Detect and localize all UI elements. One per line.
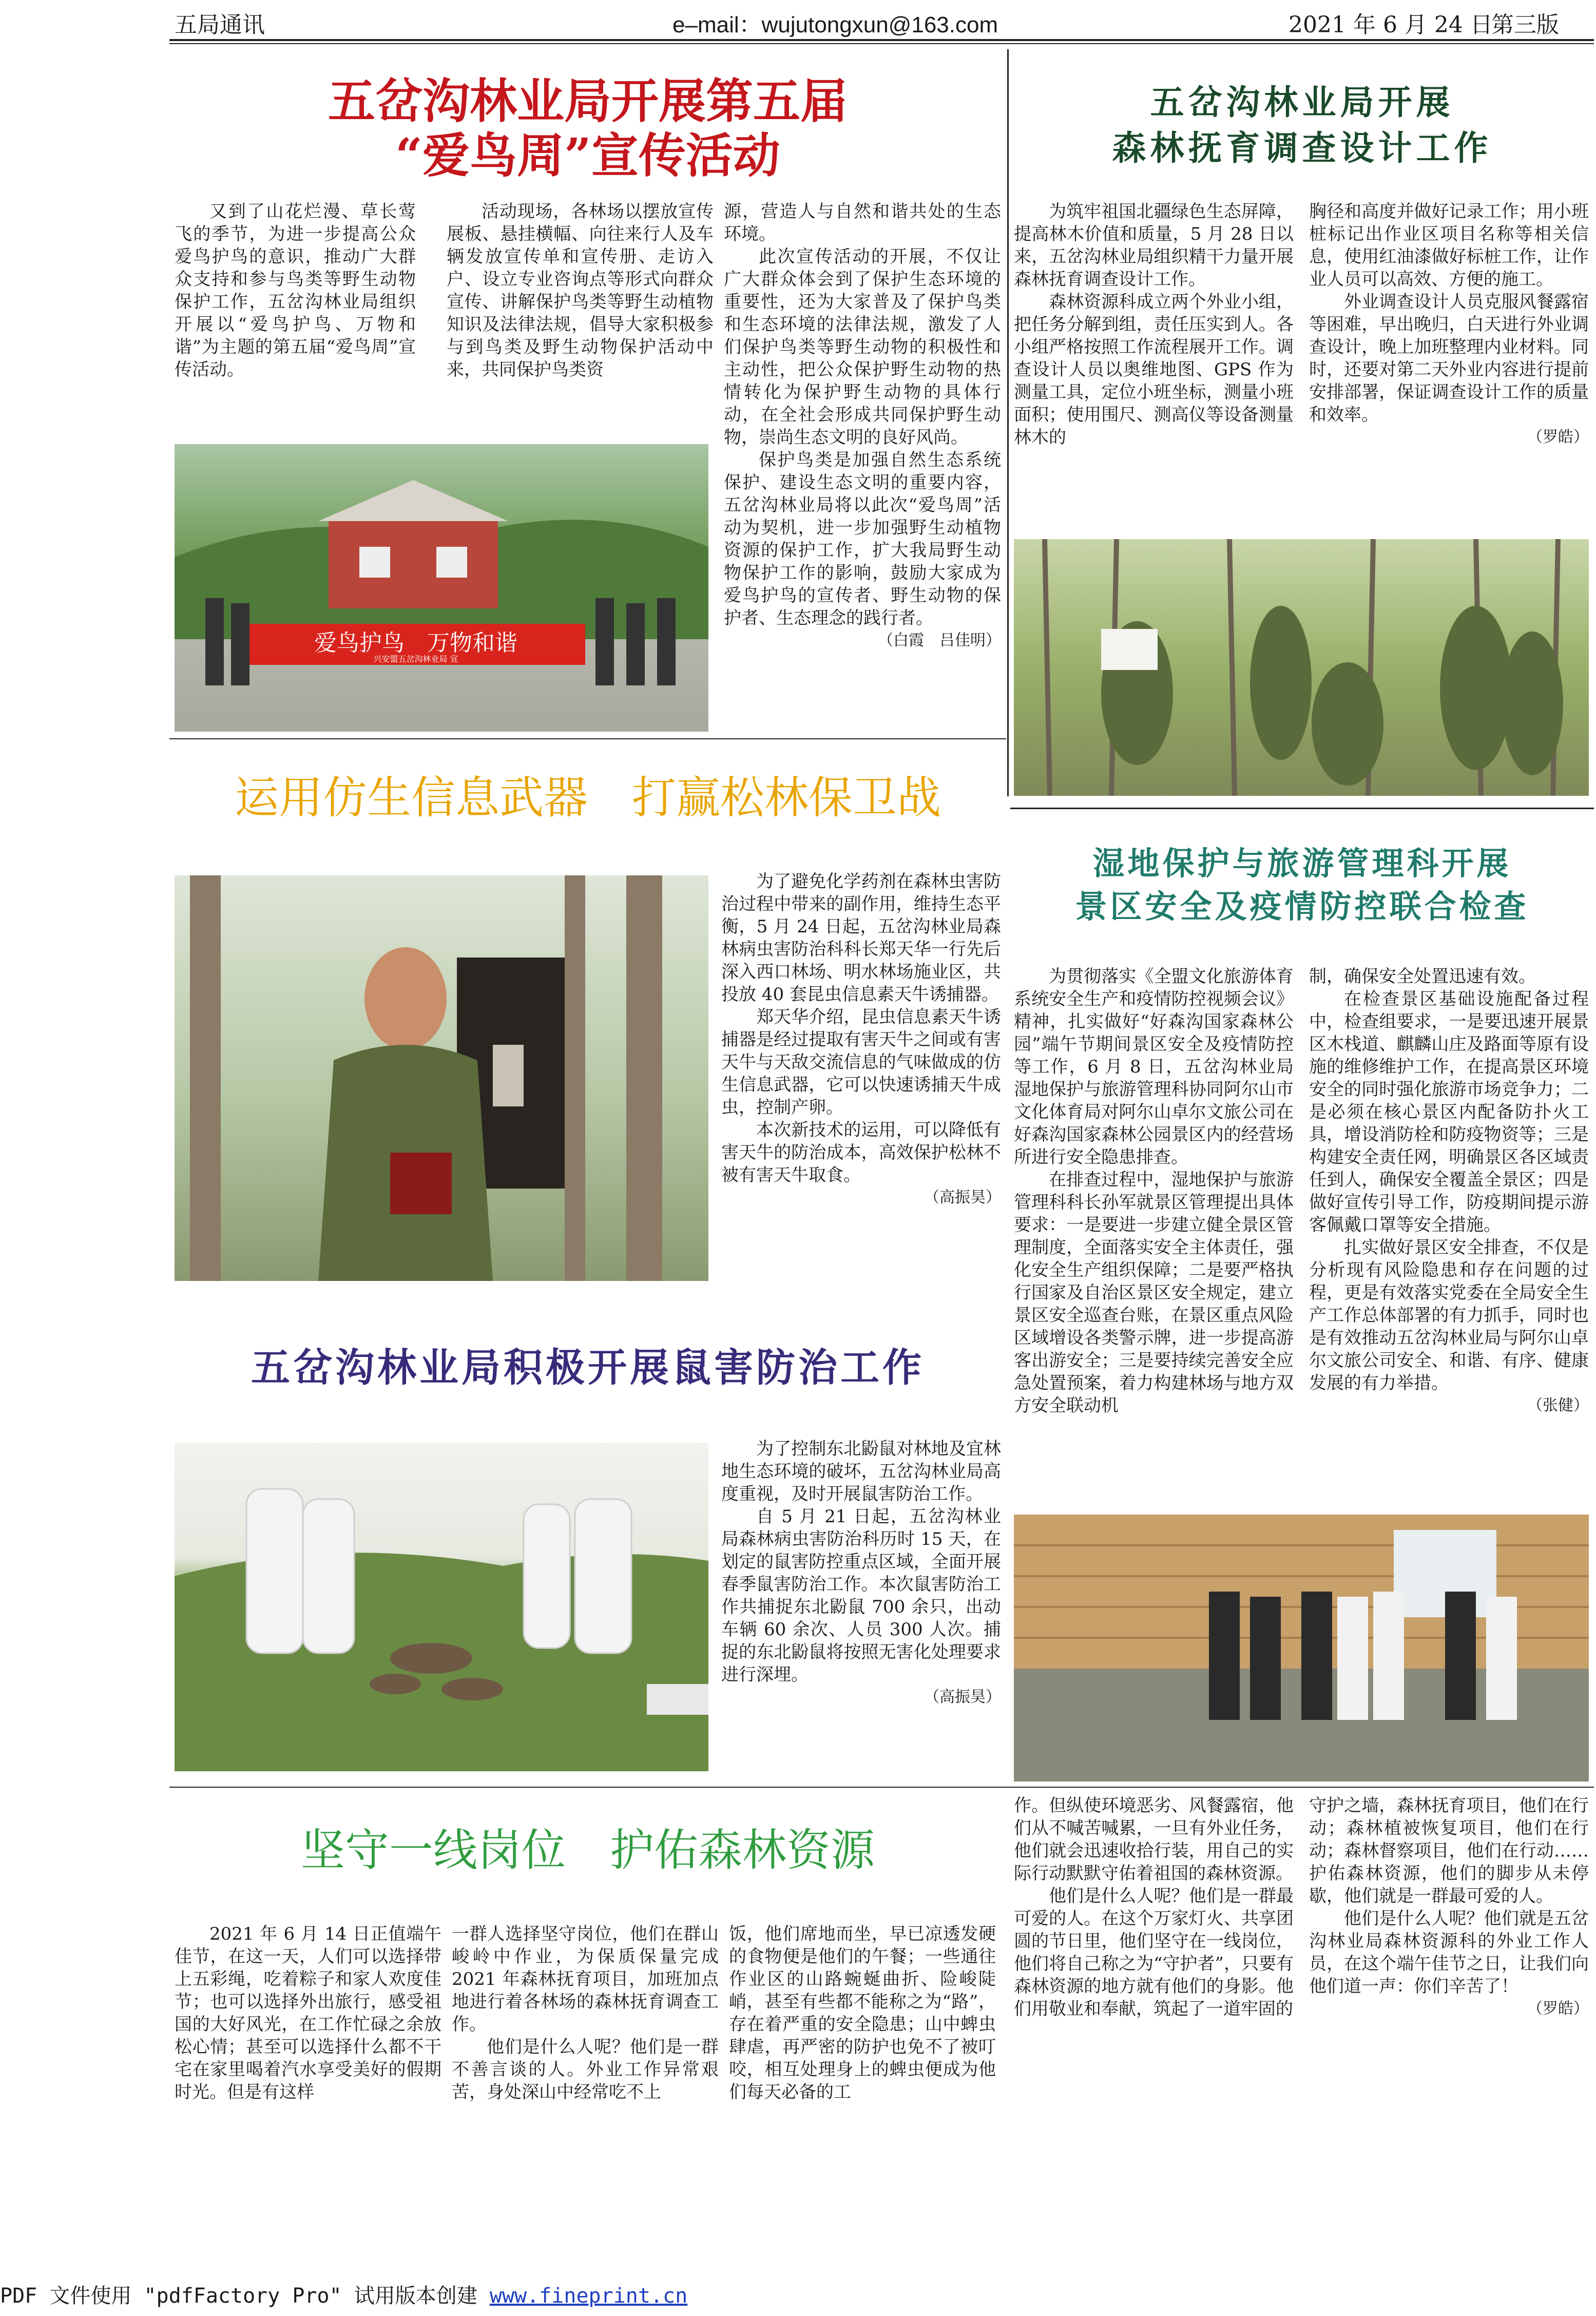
wetland-inspection-photo [1014, 1515, 1589, 1782]
forest-survey-photo [1014, 539, 1589, 796]
paragraph: 他们是什么人呢？他们是一群不善言谈的人。外业工作异常艰苦，身处深山中经常吃不上 [452, 2037, 719, 2102]
byline: （高振昊） [924, 1688, 1001, 1706]
byline: （高振昊） [924, 1189, 1001, 1207]
headline-line1: 五岔沟林业局开展 [1150, 82, 1454, 122]
paragraph: 本次新技术的运用，可以降低有害天牛的防治成本，高效保护松林不被有害天牛取食。 [721, 1120, 1001, 1185]
header-rule-thin [169, 43, 1594, 44]
article-column [447, 200, 714, 421]
headline [1010, 80, 1594, 171]
photo-illustration [1014, 1515, 1589, 1782]
pdf-footer [0, 2280, 687, 2309]
headline: 坚守一线岗位 护佑森林资源 [301, 1825, 875, 1876]
paragraph: 为了控制东北鼢鼠对林地及宜林地生态环境的破坏，五岔沟林业局高度重视，及时开展鼠害防治工作。 [721, 1439, 1001, 1504]
paragraph: 为贯彻落实《全盟文化旅游体育系统安全生产和疫情防控视频会议》精神，扎实做好“好森沟国家森林公园”端午节期间景区安全及疫情防控等工作，6 月 8 日，五岔沟林业局湿地保护与旅游管理科协同阿尔山市文化体育局对阿尔山卓尔文旅公司在好森沟国家森林公园景区内的经营场所进行安全隐患排查。 [1014, 966, 1294, 1167]
photo-illustration [175, 1443, 708, 1771]
paragraph: 守护之墙，森林抚育项目，他们在行动；森林植被恢复项目，他们在行动；森林督察项目，他们在行动……护佑森林资源，他们的脚步从未停歇，他们就是一群最可爱的人。 [1309, 1795, 1589, 1906]
article-column [1309, 965, 1589, 1515]
article-column [1014, 200, 1294, 539]
byline: （罗皓） [1527, 428, 1589, 446]
article-column [724, 200, 1001, 734]
paragraph: 制，确保安全处置迅速有效。 [1309, 966, 1536, 987]
paragraph: 源，营造人与自然和谐共处的生态环境。 [724, 201, 1001, 244]
byline: （白霞 吕佳明） [878, 631, 1001, 649]
paragraph: 郑天华介绍，昆虫信息素天牛诱捕器是经过提取有害天牛之间或有害天牛与天敌交流信息的气味做成的仿生信息武器，它可以快速诱捕天牛成虫，控制产卵。 [721, 1007, 1001, 1118]
pine-trap-photo [175, 875, 708, 1281]
headline-line1: 五岔沟林业局开展第五届 [328, 73, 848, 129]
photo-illustration [175, 875, 708, 1281]
paragraph: 作。但纵使环境恶劣、风餐露宿，他们从不喊苦喊累，一旦有外业任务，他们就会迅速收拾行装，用自己的实际行动默默守佑着祖国的森林资源。 [1014, 1795, 1294, 1884]
paragraph: 2021 年 6 月 14 日正值端午佳节，在这一天，人们可以选择带上五彩绳，吃着粽子和家人欢度佳节；也可以选择外出旅行，感受祖国的大好风光，在工作忙碌之余放松心情；甚至可以选择什么都不干宅在家里喝着汽水享受美好的假期时光。但是有这样 [175, 1924, 441, 2102]
paragraph: 在排查过程中，湿地保护与旅游管理科科长孙军就景区管理提出具体要求：一是要进一步建立健全景区管理制度，全面落实安全主体责任，强化安全生产组织保障；二是要严格执行国家及自治区景区安全规定，建立景区安全巡查台账，在景区重点风险区域增设各类警示牌，进一步提高游客出游安全；三是要持续完善安全应急处置预案，着力构建林场与地方双方安全联动机 [1014, 1170, 1294, 1416]
article-column [729, 1923, 996, 2138]
article-column [1014, 1794, 1294, 2138]
article-column [452, 1923, 719, 2138]
headline-line1: 湿地保护与旅游管理科开展 [1092, 845, 1512, 882]
headline-line2: 景区安全及疫情防控联合检查 [1075, 887, 1529, 925]
paragraph: 又到了山花烂漫、草长莺飞的季节，为进一步提高公众爱鸟护鸟的意识，推动广大群众支持和参与鸟类等野生动物保护工作，五岔沟林业局组织开展以“爱鸟护鸟、万物和谐”为主题的第五届“爱鸟周”宣传活动。 [175, 201, 416, 380]
byline: （张健） [1527, 1396, 1589, 1414]
bird-week-photo [175, 444, 708, 732]
footer-text: PDF 文件使用 "pdfFactory Pro" 试用版本创建 [0, 2284, 490, 2308]
paragraph: 胸径和高度并做好记录工作；用小班桩标记出作业区项目名称等相关信息，使用红油漆做好标桩工作，让作业人员可以高效、方便的施工。 [1309, 201, 1589, 290]
article-column [1309, 1794, 1589, 2138]
byline: （罗皓） [1527, 2000, 1589, 2018]
paragraph: 自 5 月 21 日起，五岔沟林业局森林病虫害防治科历时 15 天，在划定的鼠害防控重点区域，全面开展春季鼠害防治工作。本次鼠害防治工作共捕捉东北鼢鼠 700 余只，出动车辆 60 余次、人员 300 人次。捕捉的东北鼢鼠将按照无害化处理要求进行深埋。 [721, 1506, 1001, 1685]
paper-name: 五局通讯 [175, 12, 265, 38]
section-divider [169, 1787, 1594, 1788]
paragraph: 为了避免化学药剂在森林虫害防治过程中带来的副作用，维持生态平衡，5 月 24 日起，五岔沟林业局森林病虫害防治科科长郑天华一行先后深入西口林场、明水林场施业区，共投放 40 套昆虫信息素天牛诱捕器。 [721, 871, 1001, 1005]
paragraph: 保护鸟类是加强自然生态系统保护、建设生态文明的重要内容，五岔沟林业局将以此次“爱鸟周”活动为契机，进一步加强野生动植物资源的保护工作，扩大我局野生动物保护工作的影响，鼓励大家成为爱鸟护鸟的宣传者、野生动物的保护者、生态理念的践行者。 [724, 450, 1001, 628]
paragraph: 一群人选择坚守岗位，他们在群山峻岭中作业，为保质保量完成 2021 年森林抚育项目，加班加点地进行着各林场的森林抚育调查工作。 [452, 1924, 719, 2035]
header-rule [169, 39, 1594, 41]
banner-subtext: 兴安盟五岔沟林业局 宣 [373, 654, 458, 664]
article-column [175, 1923, 441, 2138]
paragraph: 他们是什么人呢？他们就是五岔沟林业局森林资源科的外业工作人员，在这个端午佳节之日，让我们向他们道一声：你们辛苦了！ [1309, 1908, 1589, 1997]
paragraph: 活动现场，各林场以摆放宣传展板、悬挂横幅、向往来行人及车辆发放宣传单和宣传册、走访入户、设立专业咨询点等形式向群众宣传、讲解保护鸟类等野生动植物知识及法律法规，倡导大家积极参与到鸟类及野生动物保护活动中来，共同保护鸟类资 [447, 201, 714, 380]
photo-illustration [175, 444, 708, 732]
paragraph: 扎实做好景区安全排查，不仅是分析现有风险隐患和存在问题的过程，更是有效落实党委在全局安全生产工作总体部署的有力抓手，同时也是有效推动五岔沟林业局与阿尔山卓尔文旅公司安全、和谐、有序、健康发展的有力举措。 [1309, 1237, 1589, 1393]
page-number: 第三版 [1491, 12, 1559, 38]
headline-line2: 森林抚育调查设计工作 [1112, 128, 1492, 168]
banner-text: 爱鸟护鸟 万物和谐 [314, 630, 517, 656]
paragraph: 此次宣传活动的开展，不仅让广大群众体会到了保护生态环境的重要性，还为大家普及了保护鸟类和生态环境的法律法规，激发了人们保护鸟类等野生动物的积极性和主动性，把公众保护野生动物的热情转化为保护野生动物的具体行动，在全社会形成共同保护野生动物，崇尚生态文明的良好风尚。 [724, 246, 1001, 448]
column-divider [1007, 49, 1009, 796]
headline [169, 74, 1006, 183]
section-divider [1010, 808, 1594, 809]
rodent-control-photo [175, 1443, 708, 1771]
article-column [1014, 965, 1294, 1515]
headline [1010, 842, 1594, 928]
paragraph: 森林资源科成立两个外业小组，把任务分解到组，责任压实到人。各小组严格按照工作流程展开工作。调查设计人员以奥维地图、GPS 作为测量工具，定位小班坐标，测量小班面积；使用围尺、测高仪等设备测量林木的 [1014, 292, 1294, 448]
photo-illustration [1014, 539, 1589, 796]
issue-date: 2021 年 6 月 24 日 [1289, 12, 1493, 38]
paragraph: 他们是什么人呢？他们是一群最可爱的人。在这个万家灯火、共享团圆的节日里，他们坚守在一线岗位，他们将自己称之为“守护者”，只要有森林资源的地方就有他们的身影。他们用敬业和奉献，筑起了一道牢固的 [1014, 1886, 1294, 2019]
email: e–mail：wujutongxun@163.com [672, 12, 998, 37]
paragraph: 为筑牢祖国北疆绿色生态屏障，提高林木价值和质量，5 月 28 日以来，五岔沟林业局组织精干力量开展森林抚育调查设计工作。 [1014, 201, 1294, 290]
headline: 运用仿生信息武器 打赢松林保卫战 [235, 772, 941, 824]
paragraph: 在检查景区基础设施配备过程中，检查组要求，一是要迅速开展景区木栈道、麒麟山庄及路面等原有设施的维修维护工作，在提高景区环境安全的同时强化旅游市场竞争力；二是必须在核心景区内配备防扑火工具，增设消防栓和防疫物资等；三是构建安全责任网，明确景区各区域责任到人，确保安全覆盖全景区；四是做好宣传引导工作，防疫期间提示游客佩戴口罩等安全措施。 [1309, 989, 1589, 1235]
article-column [721, 870, 1001, 1281]
paragraph: 外业调查设计人员克服风餐露宿等困难，早出晚归，白天进行外业调查设计，晚上加班整理内业材料。同时，还要对第二天外业内容进行提前安排部署，保证调查设计工作的质量和效率。 [1309, 292, 1589, 425]
headline: 五岔沟林业局积极开展鼠害防治工作 [251, 1345, 925, 1390]
paragraph: 饭，他们席地而坐，早已凉透发硬的食物便是他们的午餐；一些通往作业区的山路蜿蜒曲折、险峻陡峭，甚至有些都不能称之为“路”，存在着严重的安全隐患；山中蜱虫肆虐，再严密的防护也免不了被叮咬，相互处理身上的蜱虫便成为他们每天必备的工 [729, 1924, 996, 2102]
article-column [721, 1438, 1001, 1776]
headline-line2: “爱鸟周”宣传活动 [395, 127, 780, 183]
article-column [175, 200, 416, 421]
section-divider [169, 738, 1006, 739]
footer-link[interactable]: www.fineprint.cn [489, 2284, 688, 2308]
article-column [1309, 200, 1589, 539]
